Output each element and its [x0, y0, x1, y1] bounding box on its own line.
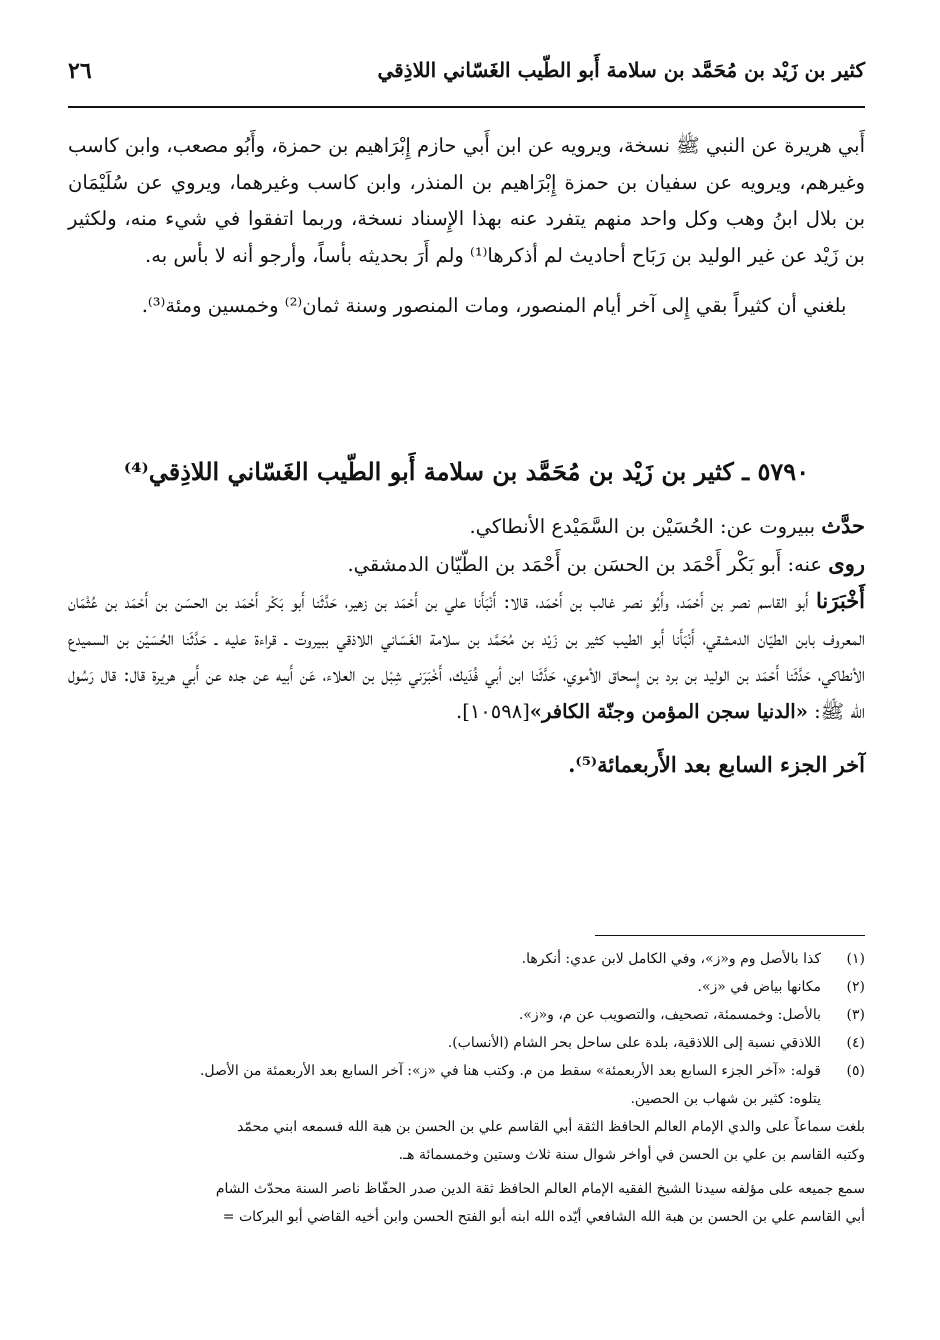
- colophon-note: [68, 1175, 865, 1231]
- running-header: [68, 58, 865, 98]
- footnote-number: (٥): [846, 1063, 865, 1079]
- text-line: الأموي، حَدَّثَنا ابن أبي فُدَيك، أَخْبَرَني شِبْل بن العلاء، عَن أَبيه عن جده عن أَبي هريرة قال:: [123, 663, 602, 687]
- rawa-label: روى: [828, 550, 865, 576]
- text-line: الدمشقي، أَنْبَأَنا أَبو الطيب كثير بن زَيْد بن مُحَمَّد بن سلامة الغَسّاني اللاذقي ببيروت ـ قراءة: [254, 626, 750, 650]
- footnote: [68, 1029, 865, 1057]
- main-text: [68, 128, 865, 325]
- rawa-line: [68, 546, 865, 584]
- footnote-continuation: يتلوه: كثير بن شهاب بن الحصين.: [630, 1091, 821, 1107]
- footnote: [68, 973, 865, 1001]
- footnote: [68, 1057, 865, 1085]
- note-line: أبي القاسم علي بن الحسن بن هبة الله الشافعي أيّده الله ابنه أبو الفتح الحسن وابن أخيه القاضي أبو البركات =: [222, 1209, 865, 1225]
- colophon-note: [68, 1113, 865, 1169]
- text-line: ومئة⁽³⁾.: [141, 294, 202, 318]
- footnote-number: (٢): [846, 979, 865, 995]
- footnote-text: بالأصل: وخمسمئة، تصحيف، والتصويب عن م، و«ز».: [518, 1007, 821, 1023]
- footnote: [68, 945, 865, 973]
- footnote-text: مكانها بياض في «ز».: [697, 979, 821, 995]
- footnote-rule: [595, 935, 865, 936]
- footnote-text: قوله: «آخر الجزء السابع بعد الأربعمئة» سقط من م. وكتب هنا في «ز»: آخر السابع بعد الأربعمئة من الأصل.: [199, 1063, 821, 1079]
- rawa-text: عنه: أَبو بَكْر أَحْمَد بن الحسَن بن أَحْمَد بن الطّيّان الدمشقي.: [347, 552, 829, 576]
- text-line: ويروي عن سُلَيْمَان بن بلال ابنُ وهب وكل واحد منهم يتفرد عنه بهذا الإِسناد نسخة، وربما: [68, 170, 865, 231]
- note-line: سمع جميعه على مؤلفه سيدنا الشيخ الفقيه الإمام العالم الحافظ ثقة الدين صدر الحفّاظ ناصر السنة محدّث الشام: [215, 1181, 865, 1197]
- text-line: اتفقوا في شيء منه، ولكثير بن زَيْد عن غير الوليد بن رَبَاح أحاديث لم أذكرها⁽¹⁾ ولم أَرَ: [68, 207, 865, 267]
- paragraph: [68, 128, 865, 274]
- text-line: أَحْمَد بن زهير، حَدَّثَنا أَبو بَكْر أَحْمَد بن الحسَن بن أَحْمَد بن عُثْمَان المعروف بابن الطيّان: [68, 590, 865, 650]
- hadith-text: «الدنيا سجن المؤمن وجنّة الكافر»: [529, 699, 808, 723]
- text-line: عليه ـ حَدَّثَنا الحُسَيْن بن السميدع الأنطاكي، حَدَّثَنا أَحْمَد بن الوليد بن برد بن إِسحاق: [68, 626, 865, 687]
- text-line: بلغني أن كثيراً بقي إِلى آخر أيام المنصور، ومات المنصور وسنة ثمان⁽²⁾ وخمسين: [207, 294, 847, 318]
- entry-heading: ٥٧٩٠ ـ كثير بن زَيْد بن مُحَمَّد بن سلامة أَبو الطّيب الغَسّاني اللاذِقي⁽⁴⁾: [123, 457, 810, 486]
- text-line: وابن كاسب وغيرهم، ويرويه عن سفيان بن حمزة إِبْرَاهيم بن المنذر، وابن كاسب وغيرهما،: [68, 134, 866, 194]
- footnotes: [68, 945, 865, 1231]
- text-line: أَبي هريرة عن النبي ﷺ نسخة، ويرويه عن ابن أَبي حازم إِبْرَاهيم بن حمزة، وأَبُو مصعب،: [166, 134, 866, 157]
- footnote-number: (٣): [846, 1007, 865, 1023]
- isnad-paragraph: أَخْبَرَنا أَبو القاسم نصر بن أَحْمَد، وأَبُو نصر غالب بن أَحْمَد، قالا: أَنْبَأَنا علي بن أَحْمَد بن زهير، حَدَّثَنا أَبو بَكْر أَحْمَد بن الحسَن بن أَحْمَد بن عُثْمَان المعروف بابن الطيّان الدمشقي، أَنْبَأَنا أَبو الطيب كثير بن زَيْد بن مُحَمَّد بن سلامة الغَسّاني اللاذقي ببيروت ـ قراءة عليه ـ حَدَّثَنا الحُسَيْن بن السميدع الأنطاكي، حَدَّثَنا أَحْمَد بن الوليد بن برد بن إِسحاق الأموي، حَدَّثَنا ابن أبي فُدَيك، أَخْبَرَني شِبْل بن العلاء، عَن أَبيه عن جده عن أَبي هريرة قال: قال رَسُول الله ﷺ: «الدنيا سجن المؤمن وجنّة الكافر»[١٠٥٩٨].: [68, 588, 866, 723]
- hadith-reference: [١٠٥٩٨]: [462, 699, 530, 723]
- note-line: بلغت سماعاً على والدي الإمام العالم الحافظ الثقة أبي القاسم علي بن الحسن بن هبة الله فسمعه ابني محمّد: [237, 1119, 865, 1135]
- akhbarana-label: أَخْبَرَنا: [816, 588, 866, 614]
- paragraph: [68, 288, 865, 325]
- page-number: ٢٦: [68, 58, 92, 84]
- footnote-number: (١): [846, 951, 865, 967]
- haddath-text: ببيروت عن: الحُسَيْن بن السَّمَيْدع الأنطاكي.: [469, 515, 822, 538]
- haddath-line: [68, 508, 865, 546]
- text-line: قال رَسُول الله ﷺ:: [68, 663, 865, 723]
- footnote-number: (٤): [846, 1035, 865, 1051]
- text-line: بحديثه بأساً، وأرجو أنه لا بأس به.: [145, 243, 409, 267]
- header-rule: [68, 106, 865, 108]
- text-line: أَبو القاسم نصر بن أَحْمَد، وأَبُو نصر غالب بن أَحْمَد، قالا: أَنْبَأَنا علي بن: [425, 590, 817, 614]
- footnote: [68, 1001, 865, 1029]
- entry-body: [68, 508, 865, 783]
- running-title: كثير بن زَيْد بن مُحَمَّد بن سلامة أَبو الطّيب الغَسّاني اللاذِقي: [377, 58, 865, 82]
- note-line: وكتبه القاسم بن علي بن الحسن في أواخر شوال سنة ثلاث وستين وخمسمائة هـ.: [398, 1147, 865, 1163]
- footnote-text: كذا بالأصل وم و«ز»، وفي الكامل لابن عدي: أنكرها.: [521, 951, 821, 967]
- haddath-label: حدَّث: [821, 513, 865, 538]
- part-end-note: آخر الجزء السابع بعد الأَربعمائة⁽⁵⁾.: [568, 751, 865, 777]
- footnote-text: اللاذقي نسبة إلى اللاذقية، بلدة على ساحل بحر الشام (الأنساب).: [447, 1035, 821, 1051]
